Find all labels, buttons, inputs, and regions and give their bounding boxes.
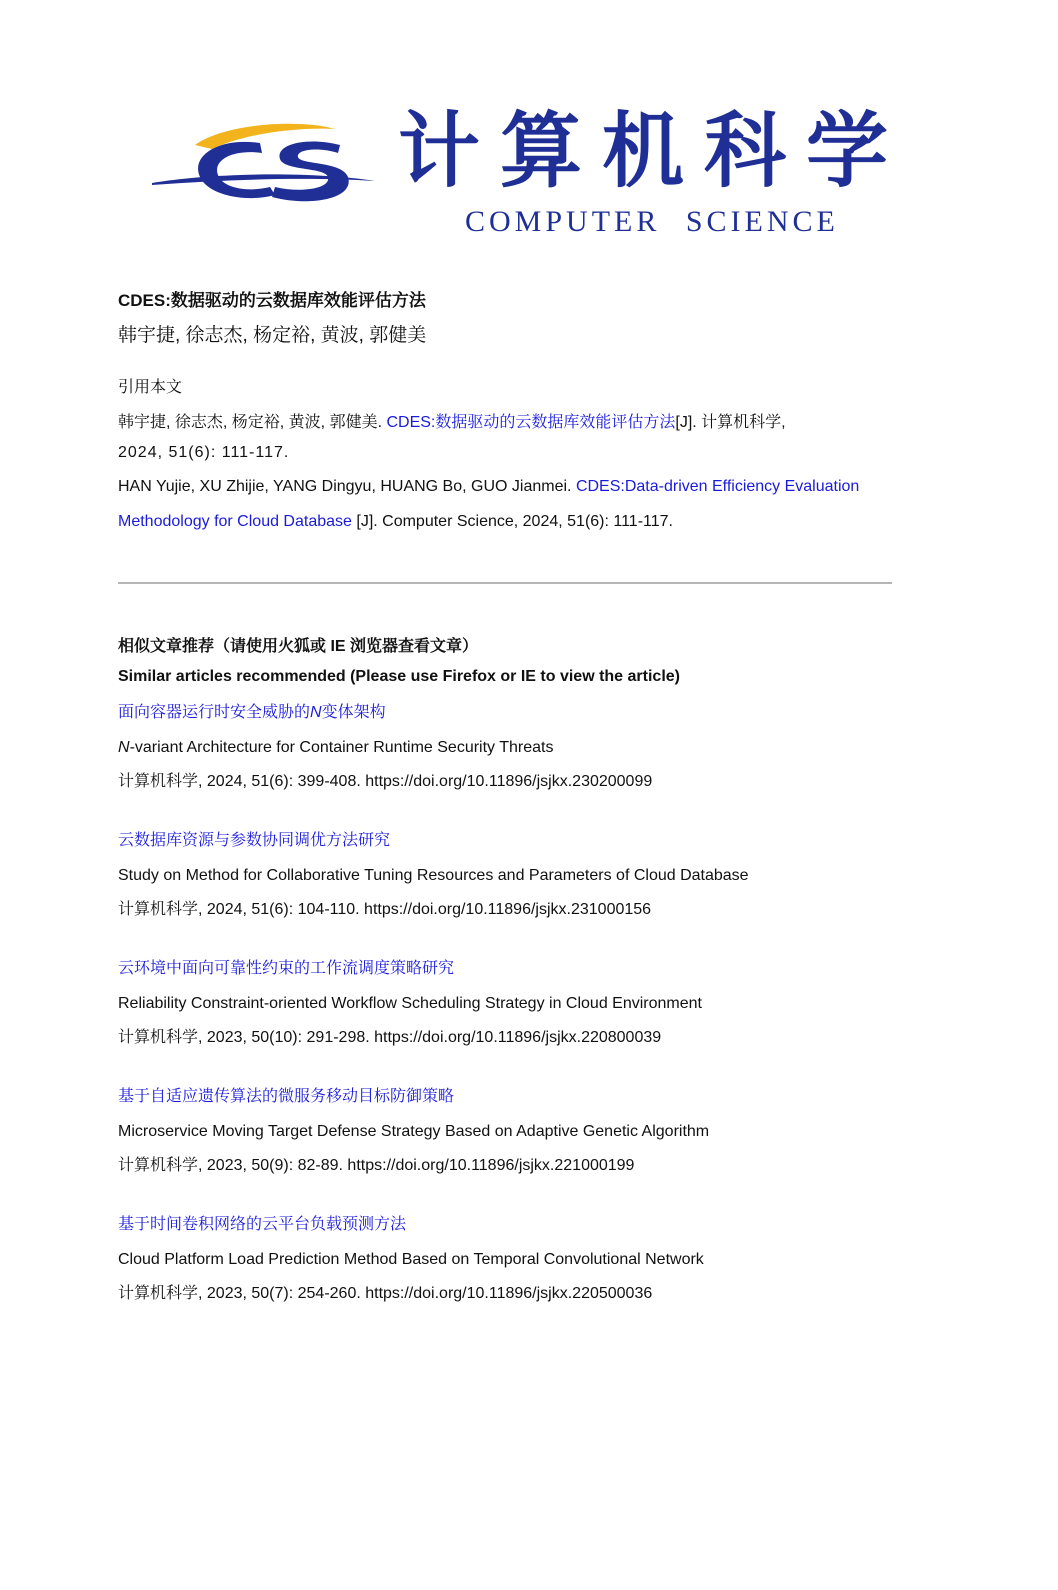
article-en-title: Microservice Moving Target Defense Strategy Based on Adaptive Genetic Algorithm (118, 1123, 710, 1140)
article-cn-title (118, 831, 938, 866)
journal-name-en: COMPUTER SCIENCE (465, 205, 839, 238)
citation-cn-line-1 (118, 409, 786, 432)
article-cn-title-link[interactable]: 基于时间卷积网络的云平台负载预测方法 (118, 1216, 407, 1233)
article-cn-title (118, 703, 938, 738)
article-en-title (118, 738, 938, 772)
citation-cn-line-2: 2024, 51(6): 111-117. (118, 444, 290, 461)
similar-article-3 (118, 959, 938, 1048)
article-reference: 计算机科学, 2023, 50(9): 82-89. https://doi.org/10.11896/jsjkx.221000199 (118, 1157, 635, 1174)
citation-en-line-1 (118, 478, 859, 496)
article-en-title-italic: N (118, 739, 130, 756)
citation-en-title-link-part1[interactable]: CDES:Data-driven Efficiency Evaluation (575, 478, 860, 495)
cs-logo-letters: CS (150, 115, 152, 116)
journal-name-cn: 计算机科学 (398, 103, 909, 199)
citation-en-title-link-part2[interactable]: Methodology for Cloud Database (118, 513, 352, 530)
paper-title: CDES:数据驱动的云数据库效能评估方法 (118, 291, 426, 310)
article-cn-title-part2[interactable]: 变体架构 (321, 704, 386, 721)
article-reference: 计算机科学, 2023, 50(10): 291-298. https://doi.org/10.11896/jsjkx.220800039 (118, 1029, 662, 1046)
similar-heading-en: Similar articles recommended (Please use Firefox or IE to view the article) (118, 668, 680, 685)
citation-heading: 引用本文 (118, 379, 183, 396)
article-cn-title (118, 1215, 938, 1250)
citation-cn-title-link[interactable]: CDES:数据驱动的云数据库效能评估方法 (386, 414, 676, 431)
article-reference: 计算机科学, 2024, 51(6): 104-110. https://doi.org/10.11896/jsjkx.231000156 (118, 901, 652, 918)
article-cn-title-link[interactable]: 基于自适应遗传算法的微服务移动目标防御策略 (118, 1088, 455, 1105)
cs-logo-icon (150, 115, 380, 225)
citation-en-suffix: [J]. Computer Science, 2024, 51(6): 111-117. (351, 513, 673, 530)
article-cn-title-part1[interactable]: 面向容器运行时安全威胁的 (118, 704, 311, 721)
article-cn-title (118, 1087, 938, 1122)
journal-logo (150, 105, 910, 245)
article-reference: 计算机科学, 2024, 51(6): 399-408. https://doi.org/10.11896/jsjkx.230200099 (118, 773, 653, 790)
article-cn-title-link[interactable]: 云数据库资源与参数协同调优方法研究 (118, 832, 391, 849)
citation-en-line-2 (118, 513, 673, 531)
article-en-title-text: -variant Architecture for Container Runtime Security Threats (129, 739, 554, 756)
article-en-title: Cloud Platform Load Prediction Method Based on Temporal Convolutional Network (118, 1251, 704, 1268)
citation-cn-authors: 韩宇捷, 徐志杰, 杨定裕, 黄波, 郭健美. (118, 414, 387, 431)
similar-article-4 (118, 1087, 938, 1176)
citation-en-authors: HAN Yujie, XU Zhijie, YANG Dingyu, HUANG Bo, GUO Jianmei. (118, 478, 576, 495)
similar-article-5 (118, 1215, 938, 1304)
article-cn-title (118, 959, 938, 994)
similar-article-2 (118, 831, 938, 920)
article-en-title: Study on Method for Collaborative Tuning Resources and Parameters of Cloud Database (118, 867, 749, 884)
citation-cn-suffix: [J]. 计算机科学, (675, 414, 786, 431)
article-cn-title-link[interactable] (118, 704, 386, 721)
divider (118, 582, 892, 584)
article-cn-title-italic[interactable]: N (310, 704, 322, 721)
article-reference: 计算机科学, 2023, 50(7): 254-260. https://doi.org/10.11896/jsjkx.220500036 (118, 1285, 653, 1302)
similar-heading-cn: 相似文章推荐（请使用火狐或 IE 浏览器查看文章） (118, 638, 479, 655)
article-en-title: Reliability Constraint-oriented Workflow Scheduling Strategy in Cloud Environment (118, 995, 702, 1012)
article-cn-title-link[interactable]: 云环境中面向可靠性约束的工作流调度策略研究 (118, 960, 455, 977)
similar-article-1 (118, 703, 938, 792)
paper-authors: 韩宇捷, 徐志杰, 杨定裕, 黄波, 郭健美 (118, 325, 427, 346)
